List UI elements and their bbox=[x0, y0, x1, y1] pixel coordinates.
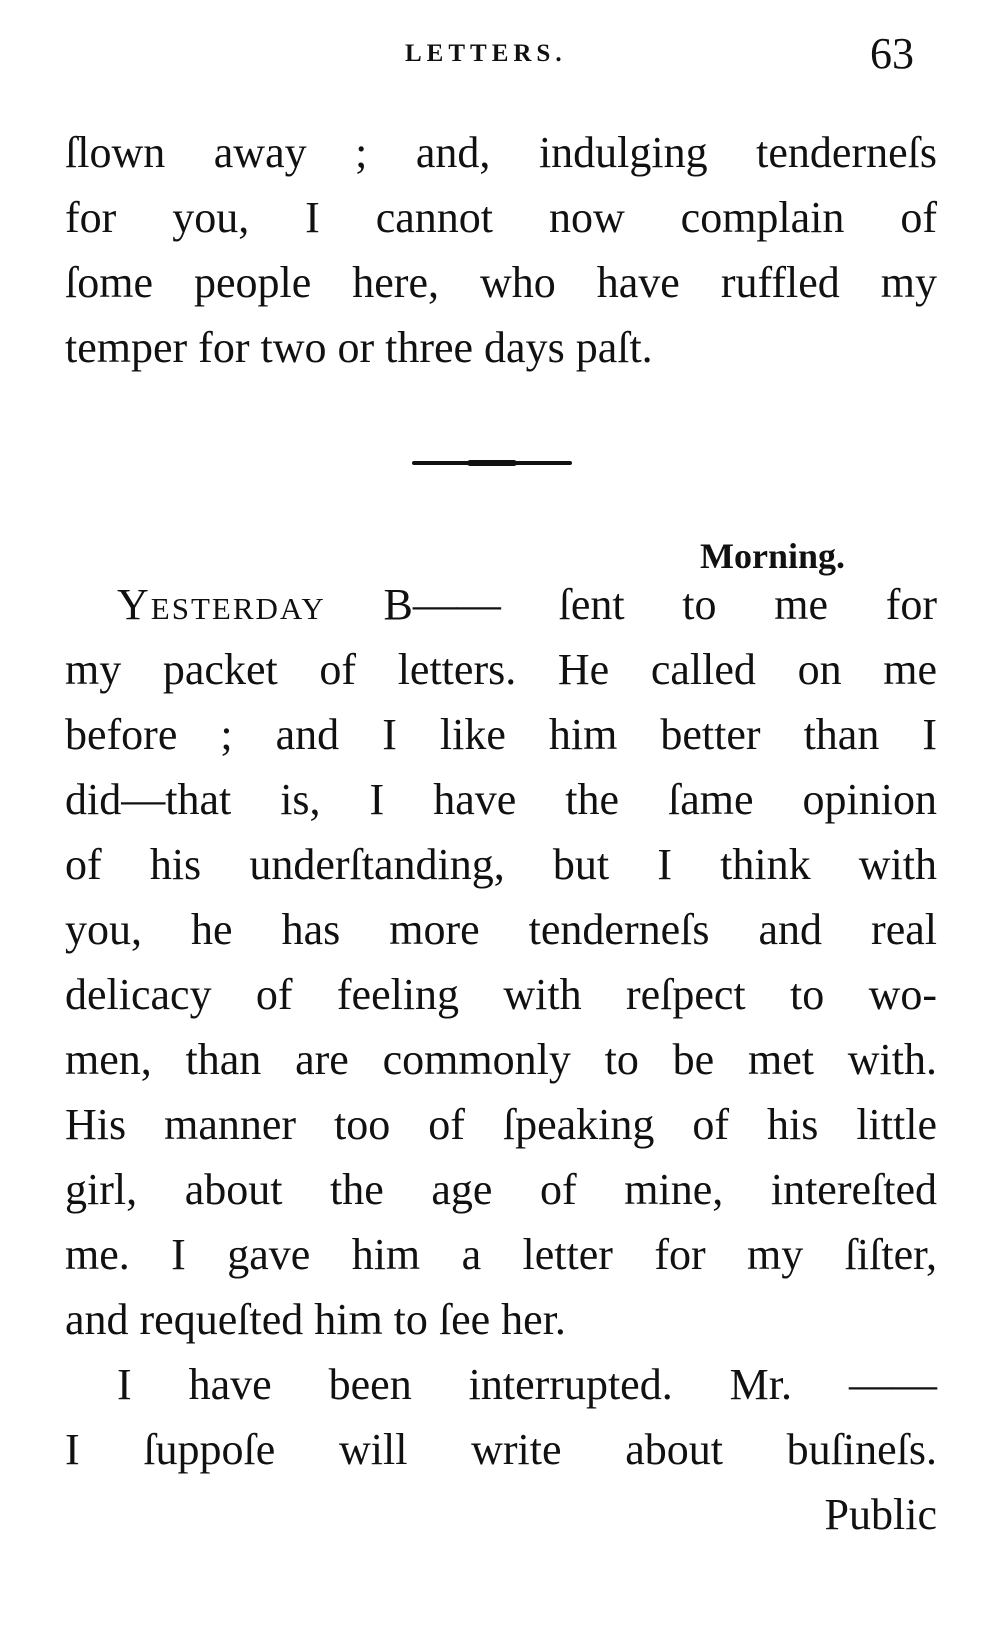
running-head-title: LETTERS. bbox=[405, 40, 567, 67]
letter-body bbox=[65, 572, 937, 1547]
text-line: men, than are commonly to be met with. bbox=[65, 1035, 937, 1084]
opening-word: Yesterday bbox=[117, 580, 326, 629]
text-line: temper for two or three days paſt. bbox=[65, 323, 653, 372]
letter-dateline: Morning. bbox=[700, 536, 846, 576]
text-line: delicacy of feeling with reſpect to wo- bbox=[65, 970, 937, 1019]
paragraph-continued bbox=[65, 120, 937, 380]
text-line: ſome people here, who have ruffled my bbox=[65, 258, 937, 307]
text-line: His manner too of ſpeaking of his little bbox=[65, 1100, 937, 1149]
text-line-opening bbox=[65, 572, 937, 637]
running-head bbox=[0, 28, 1000, 78]
page-number: 63 bbox=[870, 29, 914, 78]
text-line: for you, I cannot now complain of bbox=[65, 193, 937, 242]
text-line: I have been interrupted. Mr. —— bbox=[117, 1360, 937, 1409]
text-line: girl, about the age of mine, intereſted bbox=[65, 1165, 937, 1214]
text-line: and requeſted him to ſee her. bbox=[65, 1295, 566, 1344]
section-divider-rule bbox=[412, 461, 572, 465]
text-line: of his underſtanding, but I think with bbox=[65, 840, 937, 889]
text-line: I ſuppoſe will write about buſineſs. bbox=[65, 1425, 937, 1474]
text-line: you, he has more tenderneſs and real bbox=[65, 905, 937, 954]
text-line: me. I gave him a letter for my ſiſter, bbox=[65, 1230, 937, 1279]
text-line: did—that is, I have the ſame opinion bbox=[65, 775, 937, 824]
catchword: Public bbox=[824, 1490, 937, 1539]
text-line: ſlown away ; and, indulging tenderneſs bbox=[65, 128, 937, 177]
text-line: before ; and I like him better than I bbox=[65, 710, 937, 759]
text-line: my packet of letters. He called on me bbox=[65, 645, 937, 694]
opening-line-rest: B—— ſent to me for bbox=[383, 580, 938, 629]
